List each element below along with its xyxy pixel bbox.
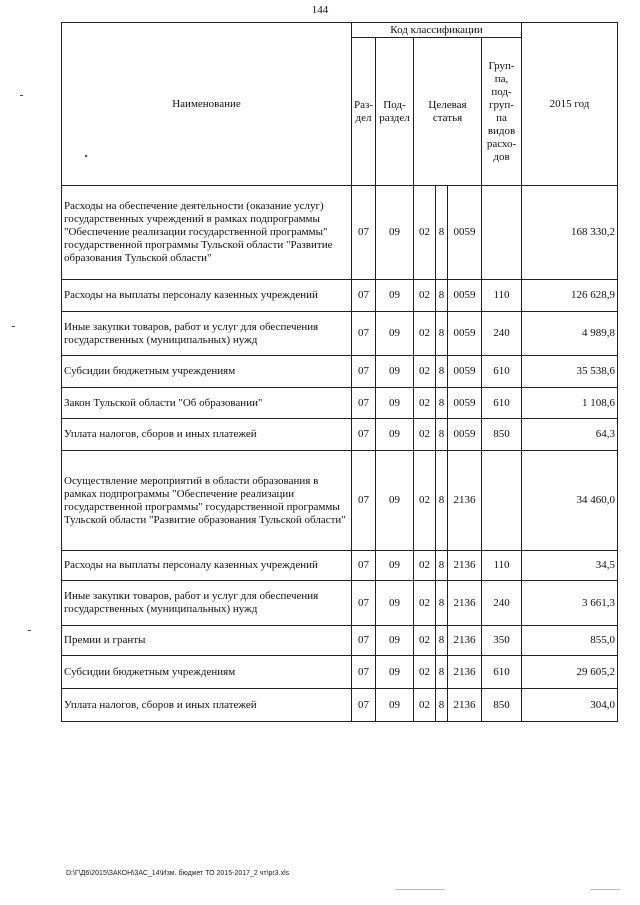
table-row: [62, 388, 618, 419]
row-expense-type: [482, 186, 522, 280]
row-name: Осуществление мероприятий в области образования в рамках подпрограммы "Обеспечение реализации государственной программы" государственной программы Тульской области "Развитие образования Тульской области": [62, 451, 352, 551]
row-expense-type: [482, 451, 522, 551]
file-path-footer: D:\Г\Д6\2015\ЗАКОН\ЗАС_14\Изм. бюджет ТО 2015-2017_2 чт\pr3.xls: [66, 870, 290, 877]
table-row: [62, 626, 618, 656]
table-row: [62, 656, 618, 689]
row-amount: 29 605,2: [522, 656, 618, 689]
row-amount: 34 460,0: [522, 451, 618, 551]
row-name: Уплата налогов, сборов и иных платежей: [62, 689, 352, 722]
row-expense-type: 850: [482, 689, 522, 722]
row-target-subprogram: 8: [436, 280, 448, 312]
scan-mark: [28, 630, 31, 631]
row-name: Расходы на обеспечение деятельности (оказание услуг) государственных учреждений в рамках подпрограммы "Обеспечение реализации государственной программы" государственной программы Тульской области "Развитие образования Тульской области": [62, 186, 352, 280]
row-amount: 1 108,6: [522, 388, 618, 419]
row-section: 07: [352, 551, 376, 581]
row-expense-type: 610: [482, 356, 522, 388]
table-row: [62, 451, 618, 551]
row-section: 07: [352, 312, 376, 356]
row-subsection: 09: [376, 581, 414, 626]
scan-mark: [12, 326, 15, 327]
row-expense-type: 110: [482, 280, 522, 312]
row-target-program: 02: [414, 356, 436, 388]
row-name: Закон Тульской области "Об образовании": [62, 388, 352, 419]
row-subsection: 09: [376, 551, 414, 581]
row-target-program: 02: [414, 656, 436, 689]
budget-table: [61, 22, 618, 722]
row-amount: 855,0: [522, 626, 618, 656]
row-target-subprogram: 8: [436, 656, 448, 689]
row-amount: 4 989,8: [522, 312, 618, 356]
row-target-program: 02: [414, 626, 436, 656]
row-target-subprogram: 8: [436, 388, 448, 419]
row-target-program: 02: [414, 186, 436, 280]
header-subsection: Под-раздел: [376, 38, 414, 186]
row-expense-type: 110: [482, 551, 522, 581]
row-section: 07: [352, 626, 376, 656]
row-name: Субсидии бюджетным учреждениям: [62, 356, 352, 388]
row-target-code: 2136: [448, 551, 482, 581]
row-subsection: 09: [376, 356, 414, 388]
row-amount: 126 628,9: [522, 280, 618, 312]
header-target: Целевая статья: [414, 38, 482, 186]
row-target-program: 02: [414, 280, 436, 312]
header-group: Груп-па, под-груп-па видов расхо-дов: [482, 38, 522, 186]
table-row: [62, 689, 618, 722]
row-subsection: 09: [376, 656, 414, 689]
row-section: 07: [352, 419, 376, 451]
row-section: 07: [352, 451, 376, 551]
header-classification: Код классификации: [352, 23, 522, 38]
row-amount: 34,5: [522, 551, 618, 581]
page-number: 144: [311, 4, 329, 16]
table-row: [62, 581, 618, 626]
scan-mark: [85, 155, 87, 157]
row-target-program: 02: [414, 388, 436, 419]
row-target-code: 2136: [448, 656, 482, 689]
row-target-subprogram: 8: [436, 551, 448, 581]
table-row: [62, 551, 618, 581]
row-section: 07: [352, 581, 376, 626]
row-name: Премии и гранты: [62, 626, 352, 656]
table-row: [62, 280, 618, 312]
row-amount: 168 330,2: [522, 186, 618, 280]
header-year: 2015 год: [522, 23, 618, 186]
row-target-subprogram: 8: [436, 356, 448, 388]
row-subsection: 09: [376, 419, 414, 451]
row-target-program: 02: [414, 551, 436, 581]
row-target-code: 2136: [448, 626, 482, 656]
row-target-program: 02: [414, 451, 436, 551]
row-expense-type: 240: [482, 312, 522, 356]
row-target-subprogram: 8: [436, 186, 448, 280]
row-target-code: 0059: [448, 280, 482, 312]
row-expense-type: 240: [482, 581, 522, 626]
header-section: Раз-дел: [352, 38, 376, 186]
row-target-code: 0059: [448, 356, 482, 388]
table-row: [62, 419, 618, 451]
row-target-program: 02: [414, 419, 436, 451]
table-row: [62, 312, 618, 356]
row-expense-type: 850: [482, 419, 522, 451]
row-target-subprogram: 8: [436, 312, 448, 356]
row-target-code: 0059: [448, 312, 482, 356]
row-target-code: 2136: [448, 689, 482, 722]
row-target-subprogram: 8: [436, 626, 448, 656]
row-subsection: 09: [376, 451, 414, 551]
row-target-subprogram: 8: [436, 451, 448, 551]
row-target-code: 0059: [448, 388, 482, 419]
row-expense-type: 610: [482, 656, 522, 689]
row-subsection: 09: [376, 689, 414, 722]
row-amount: 304,0: [522, 689, 618, 722]
scan-mark: [395, 889, 445, 890]
scan-mark: [590, 889, 620, 890]
row-name: Расходы на выплаты персоналу казенных учреждений: [62, 280, 352, 312]
row-target-program: 02: [414, 581, 436, 626]
row-target-subprogram: 8: [436, 581, 448, 626]
row-expense-type: 610: [482, 388, 522, 419]
row-subsection: 09: [376, 388, 414, 419]
row-target-code: 2136: [448, 451, 482, 551]
row-section: 07: [352, 186, 376, 280]
row-section: 07: [352, 280, 376, 312]
row-section: 07: [352, 388, 376, 419]
row-section: 07: [352, 689, 376, 722]
row-amount: 3 661,3: [522, 581, 618, 626]
row-subsection: 09: [376, 280, 414, 312]
row-subsection: 09: [376, 626, 414, 656]
row-target-subprogram: 8: [436, 419, 448, 451]
row-name: Иные закупки товаров, работ и услуг для обеспечения государственных (муниципальных) нужд: [62, 581, 352, 626]
row-target-code: 0059: [448, 186, 482, 280]
row-target-program: 02: [414, 312, 436, 356]
row-target-code: 2136: [448, 581, 482, 626]
row-expense-type: 350: [482, 626, 522, 656]
row-section: 07: [352, 656, 376, 689]
row-subsection: 09: [376, 312, 414, 356]
row-name: Расходы на выплаты персоналу казенных учреждений: [62, 551, 352, 581]
row-name: Уплата налогов, сборов и иных платежей: [62, 419, 352, 451]
row-amount: 35 538,6: [522, 356, 618, 388]
row-target-code: 0059: [448, 419, 482, 451]
row-amount: 64,3: [522, 419, 618, 451]
table-row: [62, 186, 618, 280]
row-subsection: 09: [376, 186, 414, 280]
row-target-subprogram: 8: [436, 689, 448, 722]
scan-mark: [20, 95, 23, 96]
row-name: Иные закупки товаров, работ и услуг для обеспечения государственных (муниципальных) нужд: [62, 312, 352, 356]
row-target-program: 02: [414, 689, 436, 722]
header-name: Наименование: [62, 23, 352, 186]
table-row: [62, 356, 618, 388]
row-name: Субсидии бюджетным учреждениям: [62, 656, 352, 689]
row-section: 07: [352, 356, 376, 388]
